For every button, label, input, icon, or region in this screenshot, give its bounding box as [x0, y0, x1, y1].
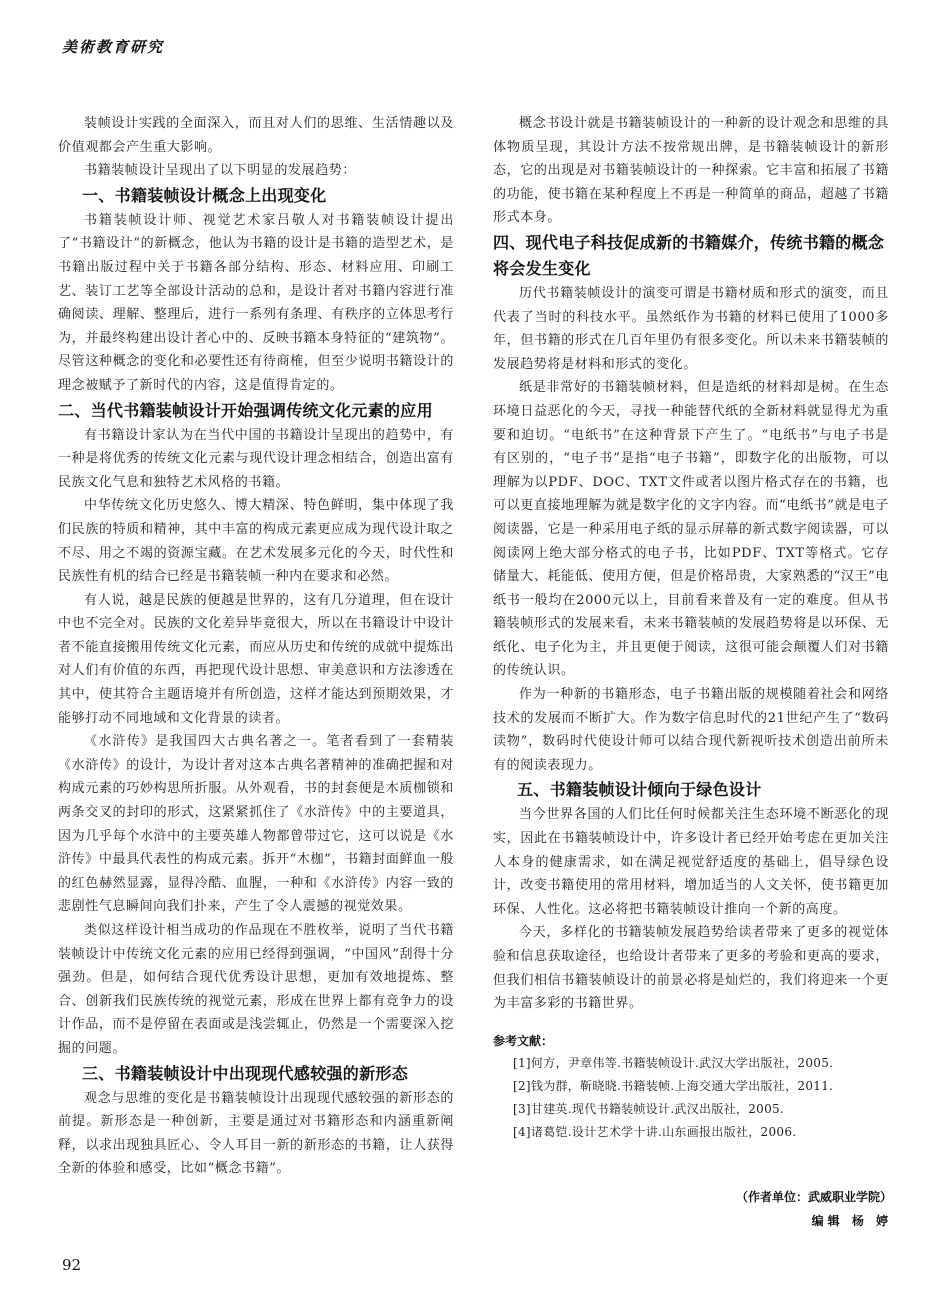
reference-item: [1]何方，尹章伟等.书籍装帧设计.武汉大学出版社，2005. — [513, 1055, 834, 1070]
author-unit: （作者单位：武威职业学院） — [735, 1190, 892, 1204]
reference-item: [4]诸葛铠.设计艺术学十讲.山东画报出版社，2006. — [513, 1124, 797, 1139]
paragraph: 有人说，越是民族的便越是世界的，这有几分道理，但在设计中也不完全对。民族的文化差异毕竟很大，所以在书籍设计中设计者不能直接搬用传统文化元素，而应从历史和传统的成就中提炼出对人们有价值的东西，再把现代设计思想、审美意识和方法渗透在其中，使其符合主题语境并有所创造，这样才能达到预期效果，才能够打动不同地域和文化背景的读者。 — [58, 592, 454, 726]
paragraph: 当今世界各国的人们比任何时候都关注生态环境不断恶化的现实，因此在书籍装帧设计中，许多设计者已经开始考虑在更加关注人本身的健康需求，如在满足视觉舒适度的基础上，倡导绿色设计，改变书籍使用的常用材料，增加适当的人文关怀，使书籍更加环保、人性化。这必将把书籍装帧设计推向一个新的高度。 — [493, 807, 889, 917]
left-column — [58, 112, 454, 1181]
paragraph: 概念书设计就是书籍装帧设计的一种新的设计观念和思维的具体物质呈现，其设计方法不按常规出牌，是书籍装帧设计的新形态，它的出现是对书籍装帧设计的一种探索。它丰富和拓展了书籍的功能，使书籍在某种程度上不再是一种简单的商品，超越了书籍形式本身。 — [493, 116, 889, 226]
page-number: 92 — [62, 1256, 82, 1274]
paragraph: 今天，多样化的书籍装帧发展趋势给读者带来了更多的视觉体验和信息获取途径，也给设计者带来了更多的考验和更高的要求，但我们相信书籍装帧设计的前景必将是灿烂的，我们将迎来一个更为丰富多彩的书籍世界。 — [493, 925, 889, 1012]
paragraph: 书籍装帧设计呈现出了以下明显的发展趋势： — [84, 163, 357, 179]
reference-item: [3]甘建英.现代书籍装帧设计.武汉出版社，2005. — [513, 1101, 785, 1116]
paragraph: 历代书籍装帧设计的演变可谓是书籍材质和形式的演变，而且代表了当时的科技水平。虽然纸作为书籍的材料已使用了1000多年，但书籍的形式在几百年里仍有很多变化。所以未来书籍装帧的发展趋势将是材料和形式的变化。 — [493, 285, 889, 372]
paragraph: 有书籍设计家认为在当代中国的书籍设计呈现出的趋势中，有一种是将优秀的传统文化元素与现代设计理念相结合，创造出富有民族文化气息和独特艺术风格的书籍。 — [58, 427, 454, 490]
section-heading-4: 四、现代电子科技促成新的书籍媒介，传统书籍的概念将会发生变化 — [493, 232, 885, 278]
reference-item: [2]钱为群，靳晓晓.书籍装帧.上海交通大学出版社，2011. — [513, 1078, 834, 1093]
journal-title: 美術教育研究 — [62, 38, 165, 56]
paragraph: 中华传统文化历史悠久、博大精深、特色鲜明，集中体现了我们民族的特质和精神，其中丰富的构成元素更应成为现代设计取之不尽、用之不竭的资源宝藏。在艺术发展多元化的今天，时代性和民族性有机的结合已经是书籍装帧一种内在要求和必然。 — [58, 498, 454, 585]
paragraph: 书籍装帧设计师、视觉艺术家吕敬人对书籍装帧设计提出了“书籍设计”的新概念，他认为书籍的设计是书籍的造型艺术，是书籍出版过程中关于书籍各部分结构、形态、材料应用、印刷工艺、装订工艺等全部设计活动的总和，是设计者对书籍内容进行准确阅读、理解、整理后，进行一系列有条理、有秩序的立体思考行为，并最终构建出设计者心中的、反映书籍本身特征的“建筑物”。尽管这种概念的变化和必要性还有待商榷，但至少说明书籍设计的理念被赋予了新时代的内容，这是值得肯定的。 — [58, 212, 454, 393]
section-heading-2: 二、当代书籍装帧设计开始强调传统文化元素的应用 — [58, 400, 433, 420]
references — [493, 1030, 889, 1144]
section-heading-3: 三、书籍装帧设计中出现现代感较强的新形态 — [82, 1063, 409, 1083]
right-column — [493, 112, 889, 1144]
paragraph: 类似这样设计相当成功的作品现在不胜枚举，说明了当代书籍装帧设计中传统文化元素的应用已经得到强调，“中国风”刮得十分强劲。但是，如何结合现代优秀设计思想，更加有效地提炼、整合、创新我们民族传统的视觉元素，形成在世界上都有竞争力的设计作品，而不是停留在表面或是浅尝辄止，仍然是一个需要深入挖掘的问题。 — [58, 923, 454, 1056]
editor-credit: 编辑 杨 婷 — [811, 1214, 892, 1228]
paragraph: 观念与思维的变化是书籍装帧设计出现现代感较强的新形态的前提。新形态是一种创新，主要是通过对书籍形态和内涵重新阐释，以求出现独具匠心、令人耳目一新的新形态的书籍，让人获得全新的体验和感受，比如“概念书籍”。 — [58, 1090, 454, 1177]
section-heading-1: 一、书籍装帧设计概念上出现变化 — [82, 185, 327, 205]
paragraph: 装帧设计实践的全面深入，而且对人们的思维、生活情趣以及价值观都会产生重大影响。 — [58, 116, 454, 155]
paragraph: 《水浒传》是我国四大古典名著之一。笔者看到了一套精装《水浒传》的设计，为设计者对这本古典名著精神的准确把握和对构成元素的巧妙构思所折服。从外观看，书的封套便是木质枷锁和两条交叉的封印的形式，这紧紧抓住了《水浒传》中的主要道具，因为几乎每个水浒中的主要英雄人物都曾带过它，这可以说是《水浒传》中最具代表性的构成元素。拆开“木枷”，书籍封面鲜血一般的红色赫然显露，显得冷酷、血腥，一种和《水浒传》内容一致的悲剧性气息瞬间向我们扑来，产生了令人震撼的视觉效果。 — [58, 734, 454, 915]
paragraph: 作为一种新的书籍形态，电子书籍出版的规模随着社会和网络技术的发展而不断扩大。作为数字信息时代的21世纪产生了“数码读物”，数码时代使设计师可以结合现代新视听技术创造出前所未有的阅读表现力。 — [493, 687, 889, 773]
paragraph: 纸是非常好的书籍装帧材料，但是造纸的材料却是树。在生态环境日益恶化的今天，寻找一种能替代纸的全新材料就显得尤为重要和迫切。“电纸书”在这种背景下产生了。“电纸书”与电子书是有区别的，“电子书”是指“电子书籍”，即数字化的出版物，可以理解为以PDF、DOC、TXT文件或者以图片格式存在的书籍，也可以更直接地理解为就是数字化的文字内容。而“电纸书”就是电子阅读器，它是一种采用电子纸的显示屏幕的新式数字阅读器，可以阅读网上绝大部分格式的电子书，比如PDF、TXT等格式。它存储量大、耗能低、使用方便，但是价格昂贵，大家熟悉的“汉王”电纸书一般均在2000元以上，目前看来普及有一定的难度。但从书籍装帧形式的发展来看，未来书籍装帧的发展趋势将是以环保、无纸化、电子化为主，并且更便于阅读，这很可能会颠覆人们对书籍的传统认识。 — [493, 380, 889, 679]
references-title: 参考文献： — [493, 1033, 554, 1048]
section-heading-5: 五、书籍装帧设计倾向于绿色设计 — [517, 780, 762, 800]
